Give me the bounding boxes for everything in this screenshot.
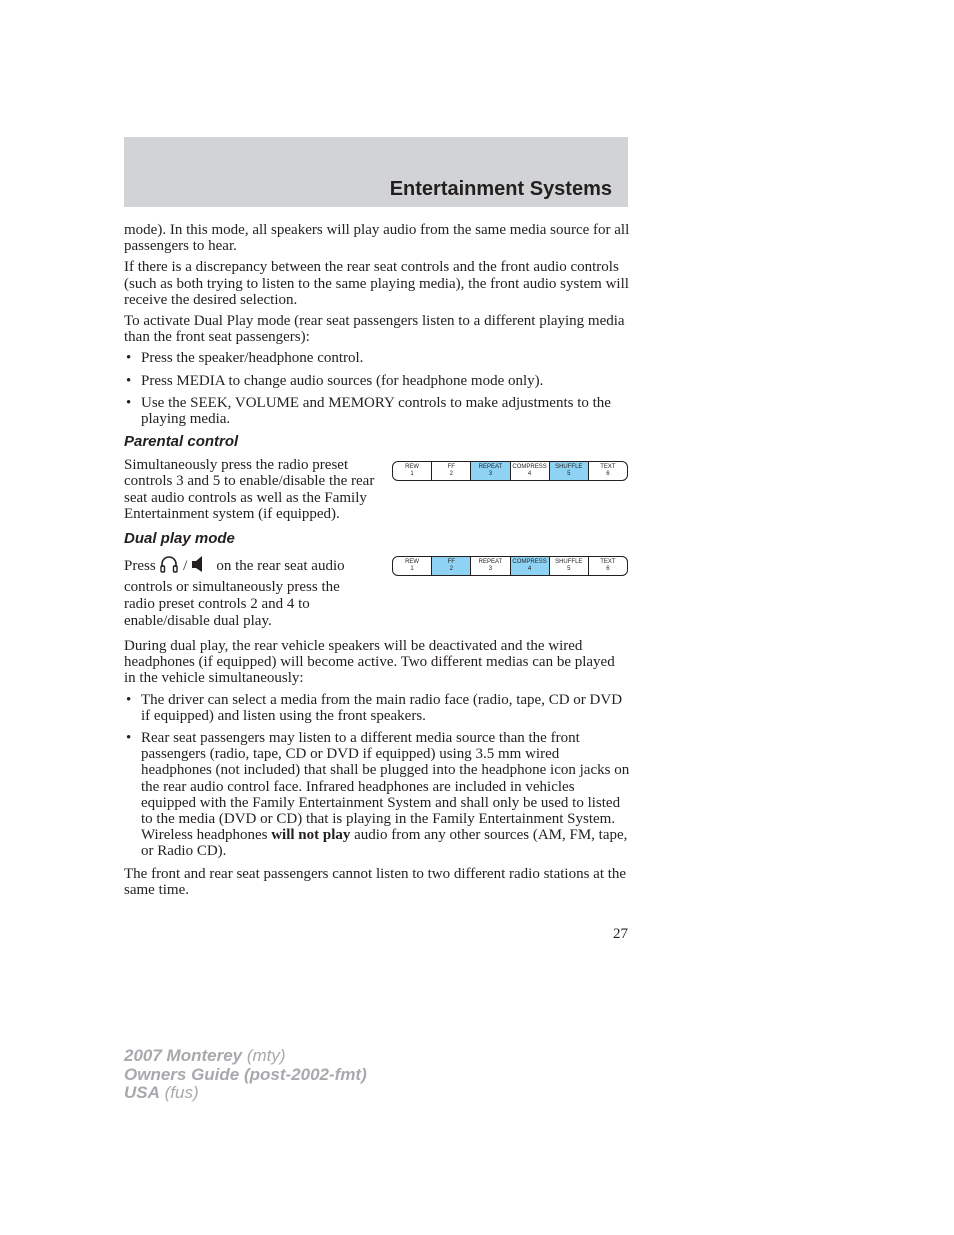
document-footer (124, 1047, 367, 1103)
headphone-icon (159, 554, 179, 579)
header-band (124, 137, 628, 207)
parental-preset-buttons (392, 461, 628, 481)
parental-control-text: Simultaneously press the radio preset controls 3 and 5 to enable/disable the rear seat audio controls as well as the Family Entertainment system (if equipped). (124, 457, 375, 522)
preset-button-5 (549, 557, 588, 575)
preset-number: 6 (606, 471, 610, 478)
list-item: • Use the SEEK, VOLUME and MEMORY controls to make adjustments to the playing media. (126, 394, 611, 428)
preset-label: TEXT (600, 559, 616, 566)
intro-paragraph-3: To activate Dual Play mode (rear seat passengers listen to a different playing media than the front seat passengers): (124, 313, 625, 346)
footer-line-3: USA (fus) (124, 1083, 199, 1102)
bullet-icon: • (126, 394, 132, 411)
intro-paragraph-2: If there is a discrepancy between the rear seat controls and the front audio controls (such as both trying to listen to the same playing media), the front audio system will receive the desired selection. (124, 259, 629, 308)
footer-line-1: 2007 Monterey (mty) (124, 1046, 286, 1065)
bullet-icon: • (126, 372, 132, 389)
bullet-icon: • (126, 730, 132, 747)
preset-button-1 (393, 557, 431, 575)
bullet-icon: • (126, 350, 132, 367)
preset-button-6 (588, 557, 627, 575)
preset-number: 2 (449, 566, 453, 573)
preset-button-4 (510, 557, 549, 575)
list-item: • Press the speaker/headphone control. (126, 350, 364, 367)
preset-label: REW (405, 559, 420, 566)
dual-play-text: Press / on the rear seat audio controls or simultaneously press the radio preset controls 2 and 4 to enable/disable dual play. (124, 554, 374, 630)
intro-bullet-list (124, 350, 630, 427)
list-item: • The driver can select a media from the main radio face (radio, tape, CD or DVD if equipped) and listen using the front speakers. (126, 691, 623, 724)
preset-number: 5 (567, 471, 571, 478)
dual-play-heading: Dual play mode (124, 530, 235, 548)
preset-label: REW (405, 464, 420, 471)
preset-label: SHUFFLE (555, 559, 583, 566)
parental-control-section (124, 457, 630, 522)
preset-label: SHUFFLE (555, 464, 583, 471)
dual-play-section (124, 554, 630, 630)
preset-number: 4 (527, 471, 532, 478)
preset-number: 3 (488, 471, 493, 478)
preset-number: 4 (527, 566, 532, 573)
footer-line-2: Owners Guide (post-2002-fmt) (124, 1064, 367, 1084)
dual-preset-buttons (392, 556, 628, 576)
speaker-icon (191, 554, 205, 579)
preset-label: REPEAT (478, 559, 503, 566)
dual-bullet-list (124, 692, 630, 860)
preset-number: 2 (449, 471, 453, 478)
preset-label: COMPRESS (512, 464, 547, 471)
preset-label: FF (447, 559, 455, 566)
preset-number: 3 (488, 566, 493, 573)
intro-paragraph-1: mode). In this mode, all speakers will play audio from the same media source for all passengers to hear. (124, 222, 630, 255)
preset-label: FF (447, 464, 455, 471)
preset-button-2 (431, 462, 470, 480)
preset-number: 5 (567, 566, 571, 573)
list-item: • Press MEDIA to change audio sources (for headphone mode only). (126, 372, 544, 389)
preset-number: 1 (410, 566, 414, 573)
section-title: Entertainment Systems (389, 178, 612, 200)
preset-label: REPEAT (478, 464, 503, 471)
preset-button-3 (470, 557, 509, 575)
page-number: 27 (613, 926, 628, 942)
preset-label: COMPRESS (512, 559, 547, 566)
list-item: • Rear seat passengers may listen to a different media source than the front passengers (radio, tape, CD or DVD if equipped) using 3.5 mm wired headphones (not included) that shall be plugged into the headphone icon jacks on the rear audio control face. Infrared headphones are included in vehicles equipped with the Family Entertainment System and shall only be used to listed to the media (DVD or CD) that is playing in the Family Entertainment System. Wireless headphones will not play audio from any other sources (AM, FM, tape, or Radio CD). (126, 730, 630, 860)
preset-button-1 (393, 462, 431, 480)
preset-button-2 (431, 557, 470, 575)
preset-button-4 (510, 462, 549, 480)
bullet-icon: • (126, 691, 132, 708)
emphasis-text: will not play (271, 827, 351, 844)
dual-play-paragraph: During dual play, the rear vehicle speakers will be deactivated and the wired headphones (if equipped) will become active. Two different medias can be played in the vehicle simultaneously: (124, 638, 615, 687)
preset-button-5 (549, 462, 588, 480)
closing-paragraph: The front and rear seat passengers cannot listen to two different radio stations at the same time. (124, 865, 627, 898)
preset-number: 6 (606, 566, 610, 573)
page-content (124, 222, 630, 903)
preset-label: TEXT (600, 464, 616, 471)
parental-control-heading: Parental control (124, 433, 239, 451)
preset-button-3 (470, 462, 509, 480)
preset-number: 1 (410, 471, 414, 478)
preset-button-6 (588, 462, 627, 480)
